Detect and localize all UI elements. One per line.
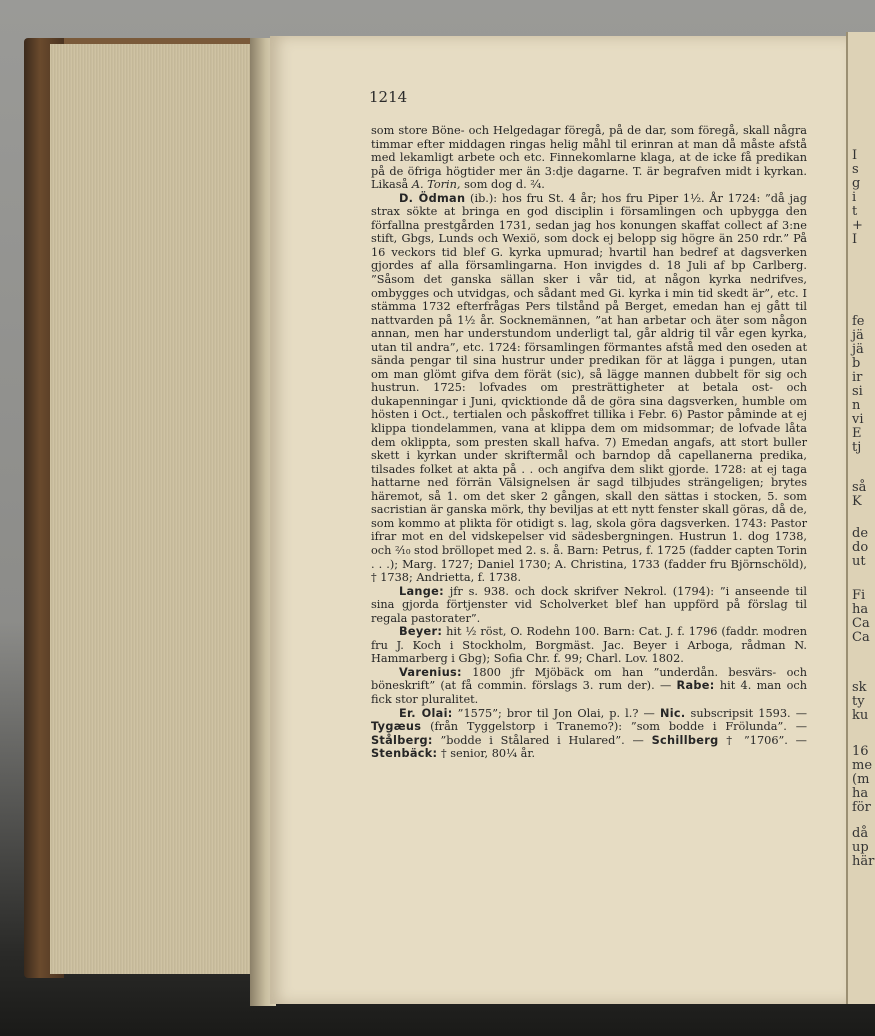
paragraph-p2	[371, 585, 807, 626]
text-segment: ”1575”; bror til Jon Olai, p. l.? —	[452, 706, 660, 720]
text-segment: jfr s. 938. och dock skrifver Nekrol. (1794): ”i anseende til sina gjorda förtjenster vid Scholverket blef han uppförd på förslag til regala pastorater”.	[371, 584, 807, 625]
next-page-fragment: up	[852, 840, 869, 855]
text-segment: D. Ödman	[399, 191, 466, 205]
text-segment: Rabe:	[676, 679, 715, 693]
text-segment: som dog d. ²⁄₄.	[460, 178, 545, 192]
text-segment: Stenbäck:	[371, 747, 438, 761]
next-page-fragment: tj	[852, 440, 862, 455]
next-page-fragment: i	[852, 190, 857, 205]
next-page-fragment: här	[852, 854, 875, 869]
next-page-fragment: t	[852, 204, 858, 219]
text-segment: Tygæus	[371, 720, 422, 734]
text-segment: Lange:	[399, 584, 444, 598]
text-segment: (från Tyggelstorp i Tranemo?): ”som bodde i Frölunda”. —	[421, 720, 807, 734]
next-page-fragment: K	[852, 494, 862, 509]
paragraph-p1	[371, 192, 807, 585]
text-segment: Er. Olai:	[399, 706, 453, 720]
next-page-fragment: (m	[852, 772, 870, 787]
next-page-fragment: g	[852, 176, 861, 191]
next-page-fragment: I	[852, 148, 858, 163]
text-segment: subscripsit 1593. —	[685, 706, 807, 720]
next-page-fragment: b	[852, 356, 861, 371]
next-page-fragment: +	[852, 218, 863, 233]
next-page-fragment: sk	[852, 680, 867, 695]
text-segment: A. Torin,	[411, 178, 461, 192]
next-page-fragment: Ca	[852, 616, 870, 631]
text-segment: Nic.	[659, 706, 686, 720]
text-segment: 1800 jfr Mjöbäck om han ”underdån. besvärs- och böneskrift” (at få commin. förslags 3. rum der). —	[371, 665, 807, 693]
next-page-fragment: fe	[852, 314, 865, 329]
paragraph-p4	[371, 666, 807, 707]
next-page-fragment: ha	[852, 786, 869, 801]
next-page-fragment: de	[852, 526, 869, 541]
next-page-fragment: n	[852, 398, 861, 413]
next-page-fragment: för	[852, 800, 871, 815]
text-segment: hit 4. man och fick stor pluralitet.	[371, 679, 807, 706]
next-page-fragment: I	[852, 232, 858, 247]
next-page-fragment: ir	[852, 370, 863, 385]
next-page-fragment: do	[852, 540, 869, 555]
next-page-fragment: me	[852, 758, 873, 773]
text-segment: Schillberg	[651, 733, 719, 747]
next-page-fragment: ha	[852, 602, 869, 617]
next-page-fragment: ty	[852, 694, 865, 709]
next-page-fragment: jä	[852, 328, 864, 343]
text-segment: hit ½ röst, O. Rodehn 100. Barn: Cat. J. f. 1796 (faddr. modren fru J. Koch i Stockholm, Borgmäst. Jac. Beyer i Arboga, rådman N. Hammarberg i Gbg); Sofia Chr. f. 99; Charl. Lov. 1802.	[371, 625, 807, 666]
next-page-fragment: jä	[852, 342, 864, 357]
page-text	[371, 124, 807, 761]
text-segment: (ib.): hos fru St. 4 år; hos fru Piper 1½. År 1724: ”då jag strax sökte at bringa en god disciplin i församlingen och upbygga den förfallna prestgården 1731, sedan jag hos konungen skaffat collect af 3:ne stift, Gbgs, Lunds och Wexiö, som dock ej belopp sig högre än 250 rdr.” På 16 veckors tid blef G. kyrka upmurad; hvartil han bedref at dagsverken gjordes af alla församlingarna. Hon invigdes d. 18 Juli af bp Carlberg. ”Såsom det ganska sällan sker i vår tid, at någon kyrka nedrifves, ombygges och utvidgas, och sådant med Gi. kyrka i min tid skedt är”, etc. I stämma 1732 efterfrågas Pers tilstånd på Berget, emedan han ej gått til nattvarden på 1½ år. Socknemännen, ”at han arbetar och äter som någon annan, men har understundom underligt tal, går aldrig til vår egen kyrka, utan til andra”, etc. 1724: församlingen förmantes afstå med den oseden at sända pengar til sina hustrur under predikan för at lägga i pungen, utan om man glömt gifva dem förät (sic), så lägge mannen dubbelt för sig och hustrun. 1725: lofvades om presträttigheter at betala ost- och dukapenningar i Juni, qvicktionde då de göra sina dagsverken, humble om hösten i Oct., tertialen och påskoffret tillika i Febr. 6) Pastor påminde at ej klippa tiondelammen, vana at klippa dem om midsommar; de lofvade låta dem oklippta, som presten skall hafva. 7) Emedan angafs, att stort buller skett i kyrkan under skriftermål och barndop då capellanerna predika, tilsades folket at akta på . . och angifva dem slikt gjorde. 1728: at ej taga hattarne ned förrän Välsignelsen är sagd tilbjudes strängeligen; brytes häremot, så 1. om det sker 2 gången, skall den sättas i stocken, 5. som sacristian är ganska mörk, thy beviljas at ett nytt fenster skall göras, då de, som kommo at plikta för otidigt s. lag, skola göra dagsverken. 1743: Pastor ifrar mot en del vidskepelser vid sädesbergningen. Hustrun 1. dog 1738, och ²⁄₁₀ stod bröllopet med 2. s. å. Barn: Petrus, f. 1725 (fadder capten Torin . . .); Marg. 1727; Daniel 1730; A. Christina, 1733 (fadder fru Björnschöld), † 1738; Andrietta, f. 1738.	[371, 191, 807, 585]
paragraph-p3	[371, 625, 807, 666]
text-segment: Beyer:	[399, 625, 443, 639]
text-segment: som store Böne- och Helgedagar föregå, på de dar, som föregå, skall några timmar efter middagen ringas helig måhl til erinran at man då måste afstå med lekamligt arbete och etc. Finnekomlarne klaga, at de icke få predikan på de öfriga högtider mer än 3:dje dagarne. T. är begrafven midt i kyrkan. Likaså	[371, 124, 807, 192]
text-segment: ”bodde i Stålared i Hulared”. —	[432, 733, 652, 747]
next-page-fragment: ut	[852, 554, 866, 569]
next-page-fragment: 16	[852, 744, 869, 759]
book-page-edges	[50, 44, 258, 974]
text-segment: Varenius:	[399, 665, 462, 679]
next-page-fragment: E	[852, 426, 862, 441]
next-page-fragment: si	[852, 384, 863, 399]
text-segment: † senior, 80¼ år.	[437, 747, 536, 761]
page-number: 1214	[369, 88, 408, 106]
next-page-fragment: s	[852, 162, 859, 177]
text-segment: Stålberg:	[371, 733, 433, 747]
next-page-fragment: Ca	[852, 630, 870, 645]
next-page-fragment: då	[852, 826, 869, 841]
next-page-fragment: Fi	[852, 588, 866, 603]
next-page-edge	[846, 32, 875, 1004]
paragraph-p0	[371, 124, 807, 192]
next-page-fragment: ku	[852, 708, 869, 723]
next-page-fragment: vi	[852, 412, 864, 427]
text-segment: † ”1706”. —	[718, 733, 807, 747]
next-page-fragment: så	[852, 480, 867, 495]
paragraph-p5	[371, 707, 807, 761]
